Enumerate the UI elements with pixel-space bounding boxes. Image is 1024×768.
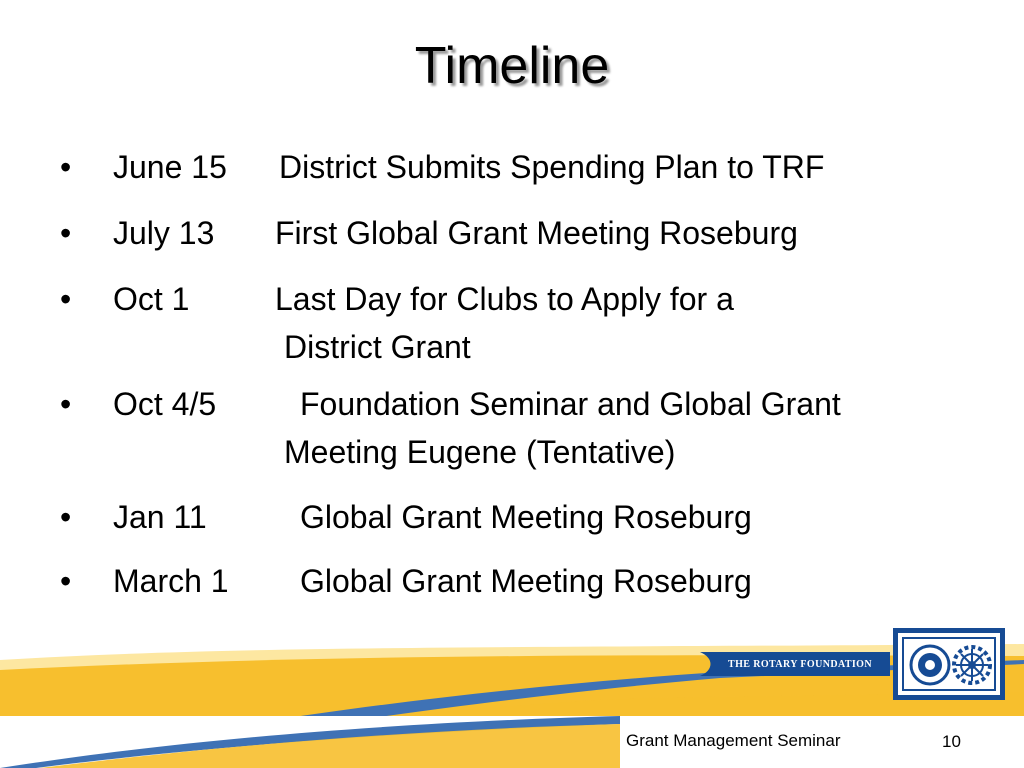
timeline-date: March 1	[113, 563, 229, 599]
footer-seminar-title: Grant Management Seminar	[626, 731, 841, 750]
timeline-date: Jan 11	[113, 499, 207, 535]
timeline-description: First Global Grant Meeting Roseburg	[275, 215, 798, 251]
bullet-icon: •	[60, 563, 72, 599]
slide-title: Timeline	[414, 37, 610, 95]
bullet-icon: •	[60, 499, 72, 535]
timeline-description: District Submits Spending Plan to TRF	[279, 149, 825, 185]
timeline-description-continued: District Grant	[284, 329, 471, 365]
timeline-description: Global Grant Meeting Roseburg	[300, 563, 752, 599]
bullet-icon: •	[60, 215, 72, 251]
rotary-wheel-logo-icon	[904, 639, 998, 691]
foundation-name: THE ROTARY FOUNDATION	[728, 659, 872, 670]
page-number: 10	[942, 732, 961, 751]
bullet-icon: •	[60, 281, 72, 317]
timeline-date: June 15	[113, 149, 227, 185]
bullet-icon: •	[60, 149, 72, 185]
bullet-icon: •	[60, 386, 72, 422]
timeline-description-continued: Meeting Eugene (Tentative)	[284, 434, 676, 470]
rotary-foundation-logo	[893, 628, 1005, 700]
logo-frame	[902, 637, 996, 691]
timeline-description: Last Day for Clubs to Apply for a	[275, 281, 734, 317]
timeline-description: Global Grant Meeting Roseburg	[300, 499, 752, 535]
timeline-date: Oct 1	[113, 281, 190, 317]
wave-sweep-decoration	[0, 690, 620, 768]
timeline-date: Oct 4/5	[113, 386, 217, 422]
timeline-description: Foundation Seminar and Global Grant	[300, 386, 841, 422]
timeline-date: July 13	[113, 215, 215, 251]
